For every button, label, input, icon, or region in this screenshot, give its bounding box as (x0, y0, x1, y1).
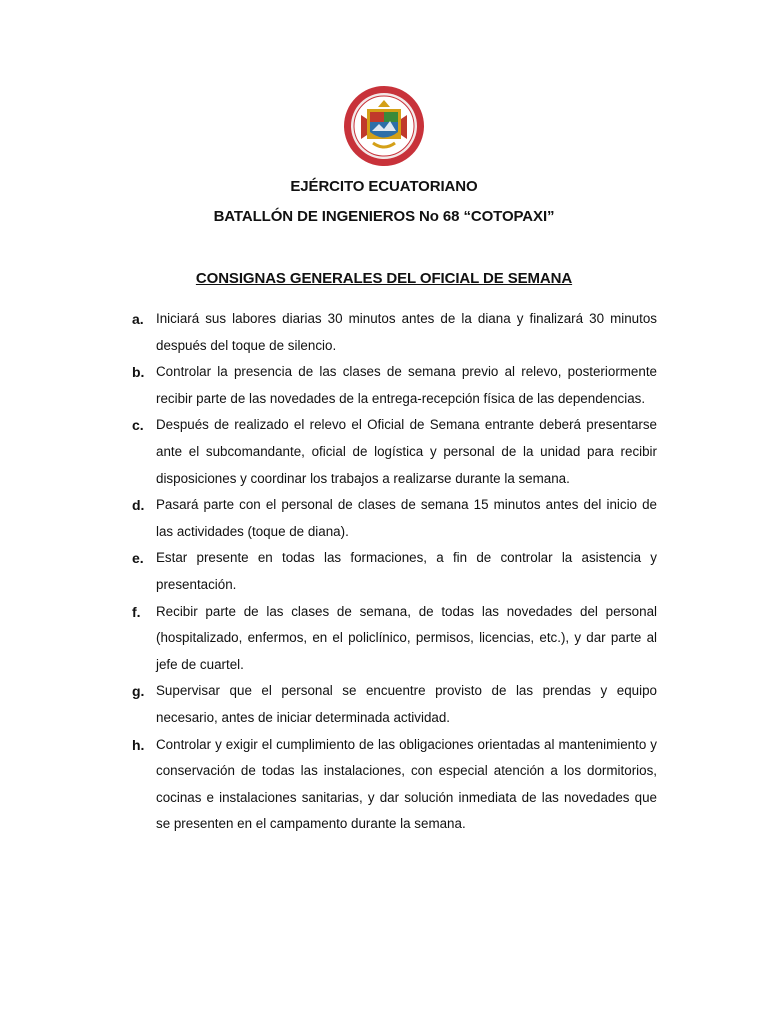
item-letter: d. (132, 497, 145, 514)
list-item (0, 599, 657, 679)
item-letter: e. (132, 550, 144, 567)
list-item (0, 678, 657, 731)
item-letter: f. (132, 603, 141, 620)
list-item (0, 359, 657, 412)
list-item (0, 545, 657, 598)
instructions-list (0, 306, 768, 838)
item-text: Controlar la presencia de las clases de semana previo al relevo, posteriormente recibir parte de las novedades de la entrega-recepción física de las dependencias. (156, 364, 657, 406)
item-text: Controlar y exigir el cumplimiento de las obligaciones orientadas al mantenimiento y conservación de todas las instalaciones, con especial atención a los dormitorios, cocinas e instalaciones sanitarias, y dar solución inmediata de las novedades que se presenten en el campamento durante la semana. (156, 736, 657, 832)
item-letter: h. (132, 736, 145, 753)
list-item (0, 732, 657, 838)
document-title: CONSIGNAS GENERALES DEL OFICIAL DE SEMANA (195, 270, 573, 287)
unit-title: BATALLÓN DE INGENIEROS No 68 “COTOPAXI” (213, 208, 555, 225)
item-letter: a. (132, 311, 144, 327)
item-text: Estar presente en todas las formaciones, a fin de controlar la asistencia y presentación. (156, 550, 657, 592)
list-item (0, 492, 657, 545)
battalion-emblem-icon (343, 85, 425, 167)
item-letter: g. (132, 683, 145, 700)
item-letter: b. (132, 364, 145, 381)
item-text: Pasará parte con el personal de clases de semana 15 minutos antes del inicio de las actividades (toque de diana). (156, 497, 657, 539)
organization-title: EJÉRCITO ECUATORIANO (290, 178, 478, 195)
item-text: Después de realizado el relevo el Oficial de Semana entrante deberá presentarse ante el subcomandante, oficial de logística y personal de la unidad para recibir disposiciones y coordinar los trabajos a realizarse durante la semana. (156, 417, 657, 486)
item-letter: c. (132, 417, 144, 434)
list-item (0, 306, 657, 359)
list-item (0, 412, 657, 492)
item-text: Recibir parte de las clases de semana, de todas las novedades del personal (hospitalizado, enfermos, en el policlínico, permisos, licencias, etc.), y dar parte al jefe de cuartel. (156, 603, 657, 672)
item-text: Supervisar que el personal se encuentre provisto de las prendas y equipo necesario, antes de iniciar determinada actividad. (156, 683, 657, 725)
item-text: Iniciará sus labores diarias 30 minutos antes de la diana y finalizará 30 minutos después del toque de silencio. (156, 311, 657, 353)
